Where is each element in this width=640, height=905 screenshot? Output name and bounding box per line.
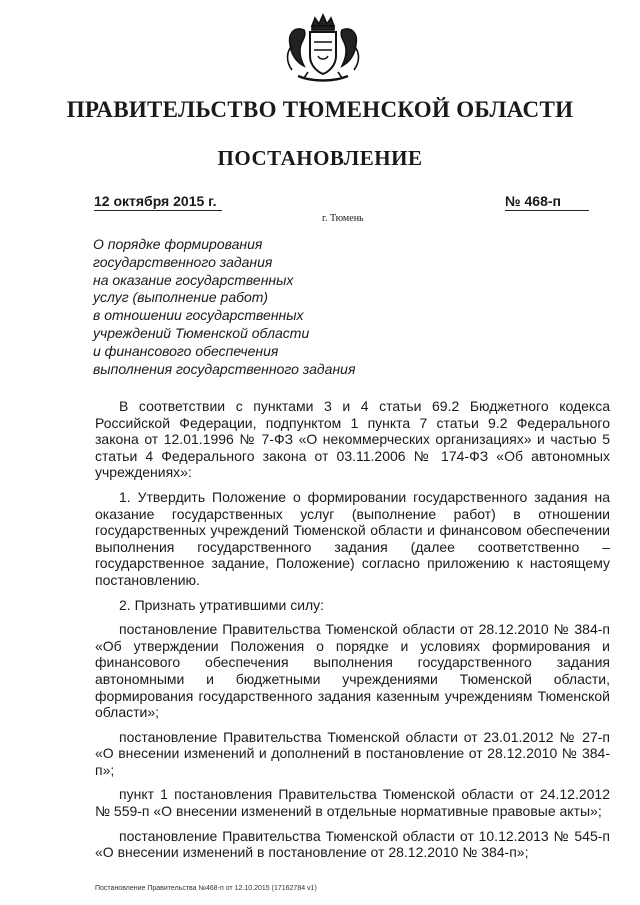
subject-line: государственного задания	[93, 253, 273, 270]
document-body	[95, 398, 610, 869]
body-paragraph: постановление Правительства Тюменской области от 23.01.2012 № 27-п «О внесении изменений и дополнений в постановление от 28.12.2010 № 384-п»;	[95, 728, 610, 778]
subject-line: О порядке формирования	[93, 236, 263, 252]
body-paragraph: В соответствии с пунктами 3 и 4 статьи 69.2 Бюджетного кодекса Российской Федерации, подпунктом 1 пункта 7 статьи 9.2 Федерального закона от 12.01.1996 № 7-ФЗ «О некоммерческих организациях» и частью 5 статьи 4 Федерального закона от 03.11.2006 № 174-ФЗ «Об автономных учреждениях»:	[95, 398, 610, 481]
body-paragraph: 1. Утвердить Положение о формировании государственного задания на оказание государственных услуг (выполнение работ) в отношении государственных учреждений Тюменской области и финансовом обеспечении выполнения государственного задания (далее соответственно – государственное задание, Положение) согласно приложению к настоящему постановлению.	[95, 488, 610, 588]
body-paragraph: постановление Правительства Тюменской области от 10.12.2013 № 545-п «О внесении изменений в постановление от 28.12.2010 № 384-п»;	[95, 827, 610, 861]
city-label: г. Тюмень	[322, 213, 364, 224]
document-type-title: ПОСТАНОВЛЕНИЕ	[217, 146, 423, 170]
document-subject	[93, 236, 423, 378]
document-date: 12 октября 2015 г.	[94, 193, 222, 211]
subject-line: на оказание государственных	[93, 271, 294, 288]
subject-line: и финансового обеспечения	[93, 342, 279, 359]
government-title: ПРАВИТЕЛЬСТВО ТЮМЕНСКОЙ ОБЛАСТИ	[66, 97, 574, 122]
coat-of-arms-emblem	[282, 12, 364, 86]
subject-line: услуг (выполнение работ)	[93, 289, 269, 306]
document-number: № 468-п	[505, 193, 589, 211]
body-paragraph: постановление Правительства Тюменской области от 28.12.2010 № 384-п «Об утверждении Положения о порядке и условиях формирования и финансового обеспечения выполнения государственного задания автономными и бюджетными учреждениями Тюменской области, формирования государственного задания казенным учреждениям Тюменской области»;	[95, 621, 610, 721]
subject-line: выполнения государственного задания	[93, 360, 356, 377]
subject-line: в отношении государственных	[93, 307, 304, 324]
document-footer: Постановление Правительства №468-п от 12.10.2015 (17162784 v1)	[95, 885, 317, 892]
body-paragraph: пункт 1 постановления Правительства Тюменской области от 24.12.2012 № 559-п «О внесении изменений в отдельные нормативные правовые акты»;	[95, 786, 610, 820]
subject-line: учреждений Тюменской области	[93, 324, 310, 341]
body-paragraph: 2. Признать утратившими силу:	[119, 596, 325, 613]
